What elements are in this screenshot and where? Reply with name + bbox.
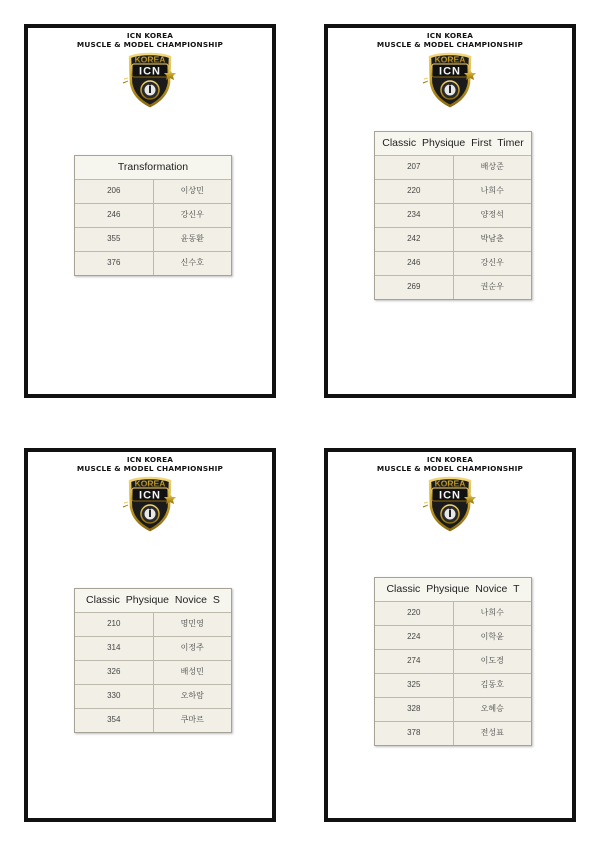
table-row bbox=[75, 252, 231, 275]
athlete-name: 강신우 bbox=[480, 258, 504, 267]
athlete-number: 220 bbox=[375, 180, 454, 203]
athlete-number: 207 bbox=[375, 156, 454, 179]
championship-header bbox=[28, 456, 272, 473]
icn-korea-logo-icon bbox=[418, 49, 482, 109]
category-card bbox=[24, 448, 276, 822]
header-title-line1: ICN KOREA bbox=[126, 31, 174, 40]
table-row bbox=[75, 709, 231, 732]
icn-korea-logo-icon bbox=[118, 49, 182, 109]
table-row bbox=[75, 637, 231, 661]
icn-korea-logo-icon bbox=[118, 473, 182, 533]
table-row bbox=[75, 228, 231, 252]
athlete-name: 오하람 bbox=[180, 691, 204, 700]
athlete-number: 330 bbox=[75, 685, 154, 708]
athlete-number: 326 bbox=[75, 661, 154, 684]
table-row bbox=[375, 204, 531, 228]
category-card bbox=[24, 24, 276, 398]
table-row bbox=[375, 228, 531, 252]
athlete-name: 쿠마르 bbox=[180, 715, 204, 724]
icn-korea-logo-icon bbox=[418, 473, 482, 533]
athlete-number: 220 bbox=[375, 602, 454, 625]
svg-text:ICN: ICN bbox=[439, 489, 461, 502]
entry-table bbox=[374, 131, 532, 300]
athlete-number: 234 bbox=[375, 204, 454, 227]
athlete-number: 242 bbox=[375, 228, 454, 251]
table-row bbox=[375, 602, 531, 626]
championship-header bbox=[28, 32, 272, 49]
svg-text:KOREA: KOREA bbox=[134, 478, 166, 489]
athlete-name: 이학윤 bbox=[480, 632, 504, 641]
table-row bbox=[375, 722, 531, 745]
table-row bbox=[375, 698, 531, 722]
athlete-name: 권순우 bbox=[480, 282, 504, 291]
table-row bbox=[375, 252, 531, 276]
athlete-number: 246 bbox=[375, 252, 454, 275]
svg-text:ICN: ICN bbox=[139, 65, 161, 78]
entry-table bbox=[74, 588, 232, 733]
athlete-name: 배성민 bbox=[180, 667, 204, 676]
athlete-number: 206 bbox=[75, 180, 154, 203]
header-title-line2: MUSCLE & MODEL CHAMPIONSHIP bbox=[76, 463, 224, 473]
table-row bbox=[375, 276, 531, 299]
header-title-line2: MUSCLE & MODEL CHAMPIONSHIP bbox=[376, 39, 524, 49]
svg-text:KOREA: KOREA bbox=[134, 54, 166, 65]
athlete-name: 배상준 bbox=[480, 162, 504, 171]
header-title-line2: MUSCLE & MODEL CHAMPIONSHIP bbox=[376, 463, 524, 473]
svg-text:ICN: ICN bbox=[139, 489, 161, 502]
athlete-number: 274 bbox=[375, 650, 454, 673]
athlete-name: 이정주 bbox=[180, 643, 204, 652]
category-card bbox=[324, 448, 576, 822]
athlete-name: 이상민 bbox=[180, 186, 204, 195]
athlete-name: 김동호 bbox=[480, 680, 504, 689]
table-row bbox=[375, 156, 531, 180]
category-title: Classic Physique First Timer bbox=[375, 132, 531, 156]
athlete-number: 378 bbox=[375, 722, 454, 745]
entry-table bbox=[74, 155, 232, 276]
athlete-number: 325 bbox=[375, 674, 454, 697]
athlete-name: 윤동환 bbox=[180, 234, 204, 243]
athlete-number: 354 bbox=[75, 709, 154, 732]
category-title: Classic Physique Novice S bbox=[75, 589, 231, 613]
athlete-name: 나희수 bbox=[480, 186, 504, 195]
athlete-name: 오혜승 bbox=[480, 704, 504, 713]
svg-text:ICN: ICN bbox=[439, 65, 461, 78]
table-row bbox=[75, 180, 231, 204]
category-card bbox=[324, 24, 576, 398]
athlete-name: 전성표 bbox=[480, 728, 504, 737]
athlete-number: 246 bbox=[75, 204, 154, 227]
athlete-number: 328 bbox=[375, 698, 454, 721]
athlete-name: 강신우 bbox=[180, 210, 204, 219]
header-title-line1: ICN KOREA bbox=[426, 455, 474, 464]
table-row bbox=[375, 650, 531, 674]
athlete-number: 269 bbox=[375, 276, 454, 299]
header-title-line1: ICN KOREA bbox=[126, 455, 174, 464]
table-row bbox=[75, 661, 231, 685]
athlete-number: 314 bbox=[75, 637, 154, 660]
athlete-number: 224 bbox=[375, 626, 454, 649]
table-row bbox=[75, 204, 231, 228]
athlete-name: 명민영 bbox=[180, 619, 204, 628]
header-title-line1: ICN KOREA bbox=[426, 31, 474, 40]
category-title: Classic Physique Novice T bbox=[375, 578, 531, 602]
athlete-number: 376 bbox=[75, 252, 154, 275]
header-title-line2: MUSCLE & MODEL CHAMPIONSHIP bbox=[76, 39, 224, 49]
athlete-name: 양정석 bbox=[480, 210, 504, 219]
athlete-name: 신수호 bbox=[180, 258, 204, 267]
table-row bbox=[375, 626, 531, 650]
category-title: Transformation bbox=[75, 156, 231, 180]
athlete-number: 210 bbox=[75, 613, 154, 636]
svg-text:KOREA: KOREA bbox=[434, 478, 466, 489]
championship-header bbox=[328, 32, 572, 49]
athlete-name: 박남춘 bbox=[480, 234, 504, 243]
svg-text:KOREA: KOREA bbox=[434, 54, 466, 65]
table-row bbox=[375, 180, 531, 204]
athlete-name: 나희수 bbox=[480, 608, 504, 617]
table-row bbox=[75, 685, 231, 709]
championship-header bbox=[328, 456, 572, 473]
entry-table bbox=[374, 577, 532, 746]
table-row bbox=[375, 674, 531, 698]
athlete-number: 355 bbox=[75, 228, 154, 251]
table-row bbox=[75, 613, 231, 637]
athlete-name: 이도경 bbox=[480, 656, 504, 665]
